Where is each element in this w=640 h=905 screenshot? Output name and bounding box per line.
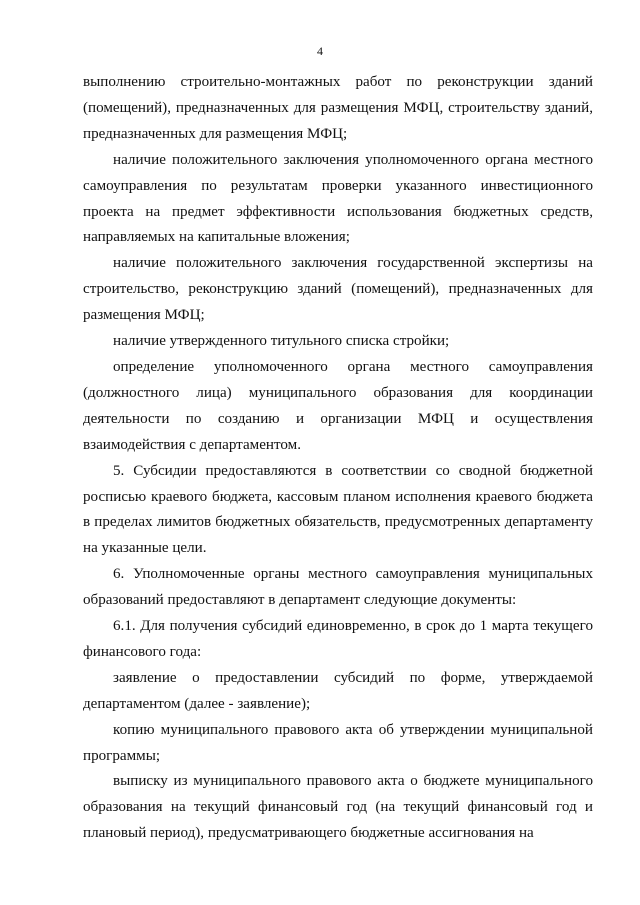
- paragraph-item-5: 5. Субсидии предоставляются в соответствии со сводной бюджетной росписью краевого бюджета, кассовым планом исполнения краевого бюджета в пределах лимитов бюджетных обязательств, предусмотренных департаменту на указанные цели.: [83, 462, 593, 557]
- paragraph-budget-extract: выписку из муниципального правового акта о бюджете муниципального образования на текущий финансовый год (на текущий финансовый год и плановый период), предусматривающего бюджетные ассигнования на: [83, 773, 593, 842]
- paragraph-authorized-body: определение уполномоченного органа местного самоуправления (должностного лица) муниципального образования для координации деятельности по созданию и организации МФЦ и осуществления взаимодействия с департаментом.: [83, 358, 593, 453]
- paragraph-title-list: наличие утвержденного титульного списка стройки;: [113, 333, 450, 350]
- paragraph-item-6: 6. Уполномоченные органы местного самоуправления муниципальных образований предоставляют в департамент следующие документы:: [83, 566, 593, 609]
- page-number: 4: [317, 44, 323, 58]
- document-body: [83, 70, 593, 847]
- paragraph-state-expertise: наличие положительного заключения государственной экспертизы на строительство, реконструкцию зданий (помещений), предназначенных для размещения МФЦ;: [83, 255, 593, 324]
- paragraph-continuation: выполнению строительно-монтажных работ по реконструкции зданий (помещений), предназначенных для размещения МФЦ, строительству зданий, предназначенных для размещения МФЦ;: [83, 74, 593, 142]
- paragraph-positive-conclusion-local: наличие положительного заключения уполномоченного органа местного самоуправления по результатам проверки указанного инвестиционного проекта на предмет эффективности использования бюджетных средств, направляемых на капитальные вложения;: [83, 151, 593, 246]
- paragraph-item-6-1: 6.1. Для получения субсидий единовременно, в срок до 1 марта текущего финансового года:: [83, 618, 593, 660]
- paragraph-application: заявление о предоставлении субсидий по форме, утверждаемой департаментом (далее - заявление);: [83, 669, 593, 712]
- paragraph-program-copy: копию муниципального правового акта об утверждении муниципальной программы;: [83, 721, 593, 764]
